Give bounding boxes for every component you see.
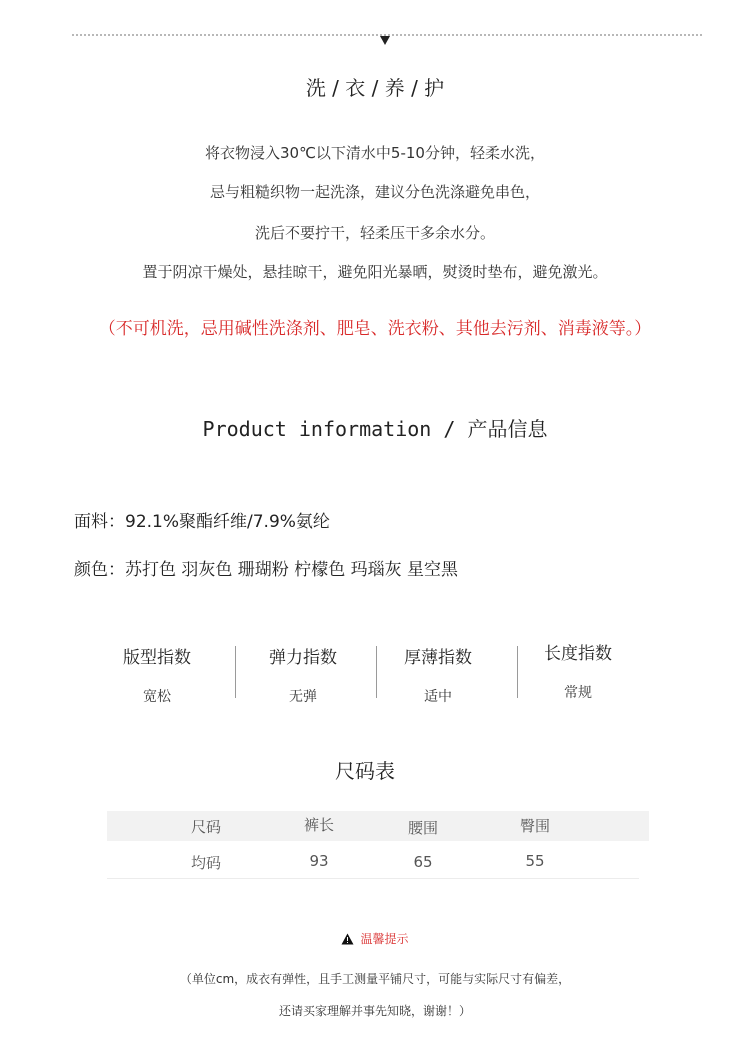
fabric-spec: 面料：92.1%聚酯纤维/7.9%氨纶 [74,512,330,532]
size-table-cell: 65 [413,853,433,871]
tips-line-2: 还请买家理解并事先知晓，谢谢！） [278,1004,471,1018]
care-line-1: 将衣物浸入30℃以下清水中5-10分钟，轻柔水洗， [205,144,545,162]
index-length [508,639,648,702]
size-table-title: 尺码表 [335,759,395,783]
index-label: 长度指数 [544,644,612,664]
size-table-cell: 93 [309,852,329,870]
care-title: 洗 / 衣 / 养 / 护 [305,76,445,100]
down-triangle-icon [380,36,390,45]
size-table-row-divider [107,878,639,879]
care-warning: （不可机洗，忌用碱性洗涤剂、肥皂、洗衣粉、其他去污剂、消毒液等。） [98,319,652,339]
care-line-3: 洗后不要拧干，轻柔压干多余水分。 [254,224,495,242]
product-info-heading: Product information / 产品信息 [202,417,548,441]
index-thickness [368,643,508,706]
care-line-2: 忌与粗糙织物一起洗涤，建议分色洗涤避免串色， [209,183,540,201]
size-table-cell: 55 [525,852,545,870]
size-table-header: 臀围 [519,817,550,835]
size-table-header: 腰围 [407,819,438,837]
index-elasticity [233,643,373,706]
size-table-cell: 均码 [190,854,221,872]
care-line-4: 置于阴凉干燥处，悬挂晾干，避免阳光暴晒，熨烫时垫布，避免激光。 [142,263,608,281]
tips-heading [0,930,750,947]
index-label: 弹力指数 [269,648,337,668]
index-fit [87,643,227,706]
tips-label: 温馨提示 [360,932,409,946]
index-value: 宽松 [143,689,171,705]
index-value: 常规 [564,685,592,701]
size-table-header: 裤长 [303,816,334,834]
index-label: 厚薄指数 [404,648,472,668]
index-value: 适中 [424,689,452,705]
index-label: 版型指数 [123,648,191,668]
size-table-header: 尺码 [190,818,221,836]
tips-line-1: （单位cm，成衣有弹性，且手工测量平铺尺寸，可能与实际尺寸有偏差， [179,972,571,986]
index-value: 无弹 [289,689,317,705]
color-spec: 颜色：苏打色 羽灰色 珊瑚粉 柠檬色 玛瑙灰 星空黑 [74,560,459,580]
warning-triangle-icon [341,933,354,945]
